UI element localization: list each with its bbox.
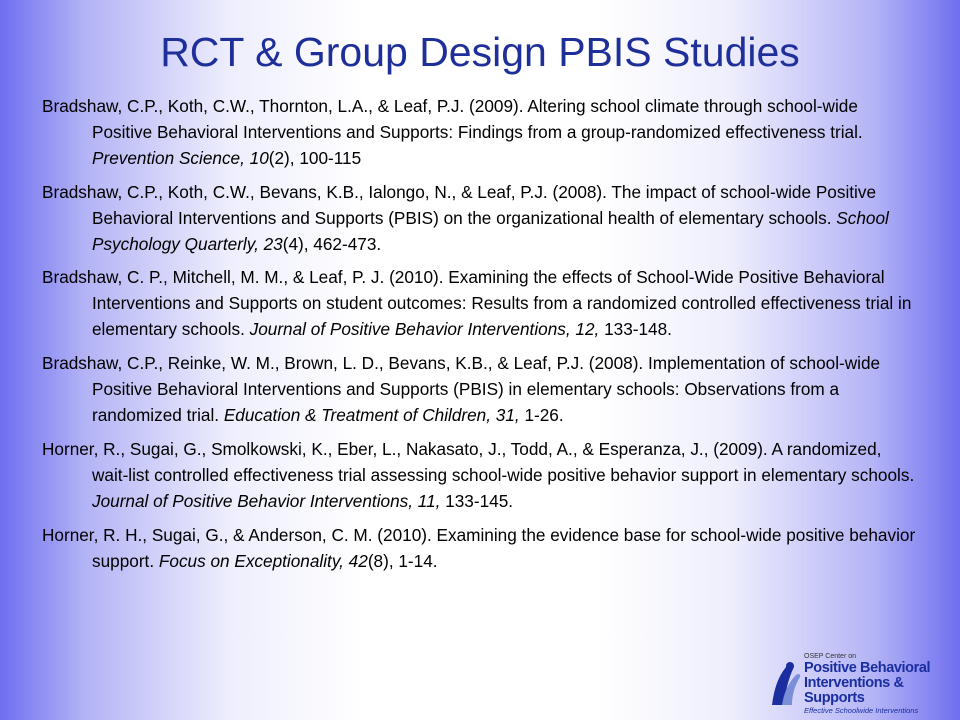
slide-title: RCT & Group Design PBIS Studies <box>160 29 800 75</box>
pbis-logo-mark-icon <box>768 661 802 707</box>
reference-item: Horner, R., Sugai, G., Smolkowski, K., Eber, L., Nakasato, J., Todd, A., & Esperanza, J., (2009). A randomized, wait-list controlled effectiveness trial assessing school-wide positive behavior support in elementary schools. Journal of Positive Behavior Interventions, 11, 133-145. <box>42 438 915 511</box>
reference-item: Bradshaw, C.P., Koth, C.W., Thornton, L.A., & Leaf, P.J. (2009). Altering school climate through school-wide Positive Behavioral Interventions and Supports: Findings from a group-randomized effectiveness trial. Prevention Science, 10(2), 100-115 <box>42 96 863 168</box>
logo-tagline: Effective Schoolwide Interventions <box>804 706 919 715</box>
reference-item: Bradshaw, C.P., Koth, C.W., Bevans, K.B., Ialongo, N., & Leaf, P.J. (2008). The impact of school-wide Positive Behavioral Interventions and Supports (PBIS) on the organizational health of elementary schools. School Psychology Quarterly, 23(4), 462-473. <box>42 181 889 254</box>
reference-list <box>42 94 922 582</box>
reference-item: Bradshaw, C. P., Mitchell, M. M., & Leaf, P. J. (2010). Examining the effects of School-Wide Positive Behavioral Interventions and Supports on student outcomes: Results from a randomized controlled effectiveness trial in elementary schools. Journal of Positive Behavior Interventions, 12, 133-148. <box>42 267 912 340</box>
logo-line-small: OSEP Center on <box>804 653 857 660</box>
reference-item: Horner, R. H., Sugai, G., & Anderson, C. M. (2010). Examining the evidence base for school-wide positive behavior support. Focus on Exceptionality, 42(8), 1-14. <box>42 524 916 571</box>
pbis-logo <box>768 655 956 713</box>
logo-line-2: Interventions & Supports <box>804 675 904 706</box>
logo-line-1: Positive Behavioral <box>804 660 931 676</box>
reference-item: Bradshaw, C.P., Reinke, W. M., Brown, L. D., Bevans, K.B., & Leaf, P.J. (2008). Implementation of school-wide Positive Behavioral Interventions and Supports (PBIS) in elementary schools: Observations from a randomized trial. Education & Treatment of Children, 31, 1-26. <box>42 353 881 425</box>
pbis-logo-text <box>804 653 956 715</box>
